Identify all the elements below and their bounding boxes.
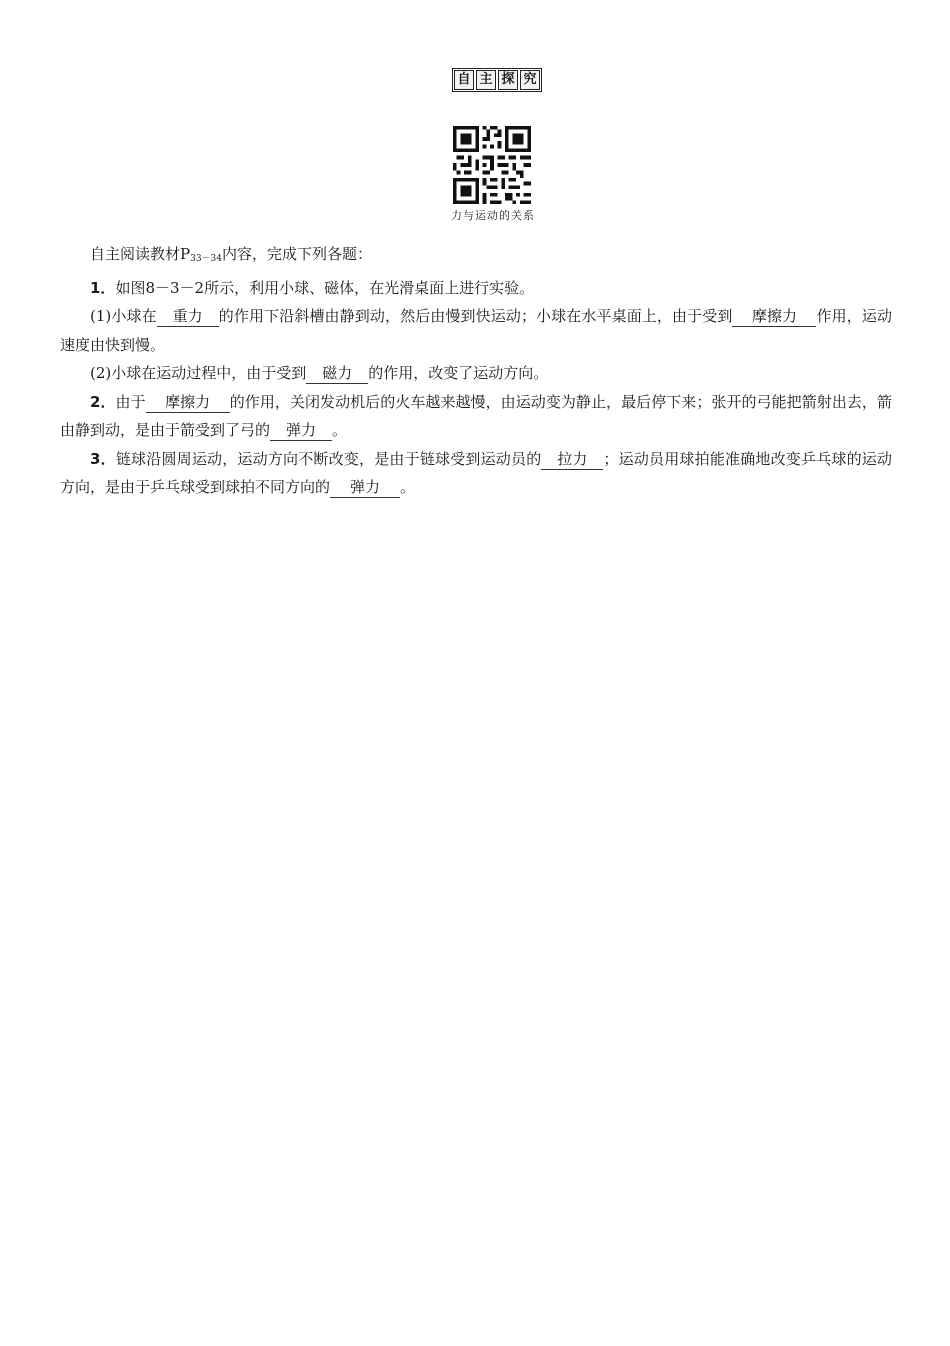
page-range-subscript: 33－34	[190, 254, 222, 264]
text: 。	[332, 421, 348, 439]
header-char: 自	[454, 70, 474, 90]
answer-blank: 磁力	[306, 363, 368, 384]
answer-blank: 弹力	[270, 420, 332, 441]
question-number: 1．	[90, 278, 116, 297]
question-1-part-2	[60, 359, 892, 388]
intro-line	[60, 240, 892, 274]
answer-blank: 弹力	[330, 477, 400, 498]
answer-blank: 摩擦力	[732, 306, 816, 327]
text: 的作用，关闭发动机后的火车越来越慢，由运动变为静止，最后停下来；张开的弓能把箭射出去，箭由静到动，是由于箭受到了弓的	[60, 392, 892, 439]
question-1-part-1	[60, 302, 892, 359]
text: 作用，运动速度由快到慢。	[60, 307, 892, 354]
text: 的作用下沿斜槽由静到动，然后由慢到快运动；小球在水平桌面上，由于受到	[218, 307, 733, 325]
qr-caption: 力与运动的关系	[451, 209, 535, 222]
text: 。	[400, 478, 416, 496]
header-char: 究	[520, 70, 540, 90]
question-3	[60, 445, 892, 502]
text: (1)小球在	[90, 307, 157, 325]
header-char: 探	[498, 70, 518, 90]
question-number: 2．	[90, 392, 116, 411]
question-2	[60, 388, 892, 445]
answer-blank: 摩擦力	[146, 392, 230, 413]
text: 由于	[115, 392, 146, 411]
intro-text: 自主阅读教材P	[90, 245, 191, 263]
section-header-zizhu-tanjiu	[452, 68, 542, 92]
text: (2)小球在运动过程中，由于受到	[90, 364, 307, 382]
question-number: 3．	[90, 449, 116, 468]
answer-blank: 重力	[157, 306, 219, 327]
text: 的作用，改变了运动方向。	[368, 364, 549, 382]
exercise-content	[60, 240, 892, 502]
qr-code-icon	[453, 126, 531, 204]
question-text: 如图8－3－2所示，利用小球、磁体，在光滑桌面上进行实验。	[115, 278, 535, 297]
text: ；运动员用球拍能准确地改变乒乓球的运动方向，是由于乒乓球受到球拍不同方向的	[60, 449, 892, 496]
text: 链球沿圆周运动，运动方向不断改变，是由于链球受到运动员的	[115, 449, 542, 468]
answer-blank: 拉力	[541, 449, 603, 470]
header-char: 主	[476, 70, 496, 90]
intro-text: 内容，完成下列各题：	[222, 245, 373, 263]
question-1	[60, 274, 892, 303]
